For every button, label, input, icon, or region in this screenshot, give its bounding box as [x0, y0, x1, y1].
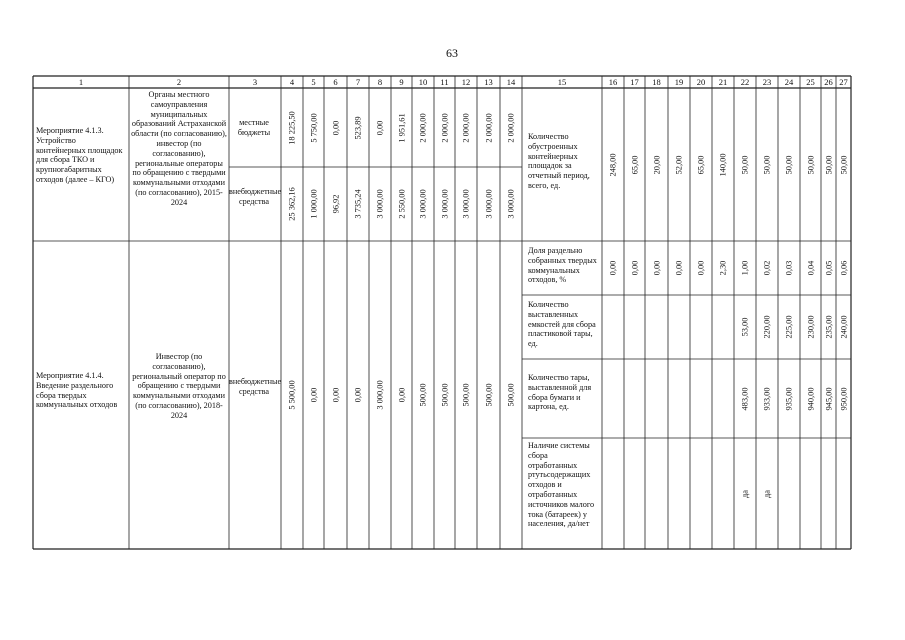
column-header-26: 26 — [824, 77, 833, 87]
ind-platforms-col-18: 20,00 — [652, 155, 661, 174]
ind-platforms-col-24: 50,00 — [784, 155, 794, 174]
finance-local-col-11: 2 000,00 — [440, 112, 449, 143]
finance-extra1-col-7: 3 735,24 — [353, 189, 363, 219]
finance-extra2-col-11: 500,00 — [440, 383, 449, 407]
ind-platforms-col-22: 50,00 — [740, 155, 750, 174]
indicator-plastic-containers: Количество выставленных емкостей для сбора пластиковой тары, ед. — [528, 300, 596, 349]
finance-extra1-col-12: 3 000,00 — [461, 189, 471, 219]
finance-extra2-col-5: 0,00 — [309, 387, 318, 403]
column-header-13: 13 — [484, 77, 493, 87]
ind1-col-20: 0,00 — [696, 260, 706, 276]
executor-4-1-3: Органы местного самоуправления муниципальных образований Астраханской области (по согласованию), инвестор (по согласованию), региональные операторы по обращению с твердыми коммунальными отходами (по согласованию), 2015-2024 — [131, 90, 227, 207]
ind1-col-24: 0,03 — [784, 260, 794, 276]
indicator-mercury-system: Наличие системы сбора отработанных ртутьсодержащих отходов и отработанных источников малого тока (батареек) у населения, да/нет — [528, 441, 595, 529]
source-extrabudget-2: внебюджетные средства — [229, 377, 282, 396]
finance-extra2-col-4: 5 500,00 — [287, 380, 297, 410]
column-header-17: 17 — [630, 77, 639, 87]
finance-extra2-col-14: 500,00 — [506, 383, 516, 407]
indicator-paper-containers: Количество тары, выставленной для сбора бумаги и картона, ед. — [528, 373, 592, 412]
measure-4-1-4: Мероприятие 4.1.4. Введение раздельного сбора твердых коммунальных отходов — [36, 371, 118, 410]
source-local-budgets: местные бюджеты — [237, 118, 271, 137]
column-header-23: 23 — [762, 77, 772, 87]
ind1-col-25: 0,04 — [806, 260, 815, 276]
ind1-col-23: 0,02 — [762, 260, 772, 276]
column-header-19: 19 — [674, 77, 684, 87]
ind2-col-23: 220,00 — [762, 315, 772, 339]
finance-local-col-6: 0,00 — [331, 120, 340, 135]
ind3-col-23: 933,00 — [762, 386, 772, 411]
finance-extra1-col-13: 3 000,00 — [484, 189, 493, 219]
column-header-25: 25 — [806, 77, 815, 87]
ind1-col-22: 1,00 — [740, 260, 750, 276]
column-header-12: 12 — [461, 77, 471, 87]
column-header-18: 18 — [652, 77, 661, 87]
ind4-col-23: да — [762, 489, 772, 498]
column-header-15: 15 — [557, 77, 567, 87]
finance-local-col-12: 2 000,00 — [461, 112, 471, 143]
finance-extra2-col-6: 0,00 — [331, 387, 340, 403]
column-header-7: 7 — [355, 77, 361, 87]
ind1-col-19: 0,00 — [674, 260, 684, 276]
indicator-platforms: Количество обустроенных контейнерных площадок за отчетный период, всего, ед. — [528, 132, 590, 190]
column-header-21: 21 — [718, 77, 728, 87]
column-header-22: 22 — [740, 77, 750, 87]
ind3-col-22: 483,00 — [740, 386, 750, 411]
measure-4-1-3: Мероприятие 4.1.3. Устройство контейнерных площадок для сбора ТКО и крупногабаритных отходов (далее – КГО) — [36, 126, 123, 184]
ind3-col-24: 935,00 — [784, 386, 794, 411]
executor-4-1-4: Инвестор (по согласованию), региональный оператор по обращению с твердыми коммунальными отходами (по согласованию), 2018-2024 — [132, 352, 226, 420]
ind1-col-26: 0,05 — [824, 260, 833, 276]
finance-local-col-9: 1 951,61 — [397, 112, 406, 143]
finance-extra1-col-10: 3 000,00 — [418, 189, 428, 219]
source-extrabudget-1: внебюджетные средства — [229, 187, 282, 206]
finance-extra2-col-7: 0,00 — [353, 387, 363, 403]
ind1-col-27: 0,06 — [839, 260, 848, 276]
ind1-col-17: 0,00 — [630, 260, 639, 276]
finance-extra1-col-4: 25 362,16 — [287, 187, 297, 221]
column-header-4: 4 — [289, 77, 295, 87]
ind-platforms-col-17: 65,00 — [630, 155, 639, 174]
ind2-col-22: 53,00 — [740, 317, 750, 337]
finance-extra2-col-8: 3 000,00 — [375, 380, 385, 410]
ind1-col-18: 0,00 — [652, 260, 661, 276]
ind-platforms-col-25: 50,00 — [806, 155, 815, 174]
column-header-3: 3 — [252, 77, 258, 87]
column-header-27: 27 — [839, 77, 848, 87]
finance-local-col-14: 2 000,00 — [506, 112, 516, 143]
finance-local-col-10: 2 000,00 — [418, 112, 428, 143]
ind-platforms-col-26: 50,00 — [824, 155, 833, 174]
finance-local-col-4: 18 225,50 — [287, 110, 297, 145]
ind-platforms-col-19: 52,00 — [674, 155, 684, 174]
ind-platforms-col-16: 248,00 — [608, 152, 618, 177]
column-header-24: 24 — [784, 77, 794, 87]
indicator-share-separate: Доля раздельно собранных твердых коммунальных отходов, % — [528, 246, 597, 285]
ind4-col-22: да — [740, 489, 750, 498]
ind2-col-25: 230,00 — [806, 315, 815, 339]
finance-extra2-col-9: 0,00 — [397, 387, 406, 403]
column-header-8: 8 — [377, 77, 383, 87]
ind1-col-21: 2,30 — [718, 260, 728, 276]
finance-local-col-7: 523,89 — [353, 115, 363, 140]
finance-extra1-col-14: 3 000,00 — [506, 189, 516, 219]
ind-platforms-col-21: 140,00 — [718, 152, 728, 177]
finance-extra1-col-9: 2 550,00 — [397, 189, 406, 219]
ind3-col-26: 945,00 — [824, 386, 833, 411]
finance-local-col-8: 0,00 — [375, 120, 385, 135]
finance-extra2-col-12: 500,00 — [461, 383, 471, 407]
finance-extra1-col-6: 96,92 — [331, 194, 340, 214]
ind-platforms-col-27: 50,00 — [839, 155, 848, 174]
column-header-1: 1 — [78, 77, 84, 87]
ind2-col-26: 235,00 — [824, 315, 833, 339]
ind2-col-27: 240,00 — [839, 315, 848, 339]
finance-local-col-5: 5 750,00 — [309, 112, 318, 143]
column-header-16: 16 — [608, 77, 618, 87]
finance-extra1-col-11: 3 000,00 — [440, 189, 449, 219]
ind-platforms-col-20: 65,00 — [696, 155, 706, 174]
column-header-20: 20 — [696, 77, 706, 87]
ind-platforms-col-23: 50,00 — [762, 155, 772, 174]
finance-local-col-13: 2 000,00 — [484, 112, 493, 143]
finance-extra1-col-8: 3 000,00 — [375, 189, 385, 219]
column-header-10: 10 — [418, 77, 428, 87]
finance-extra2-col-13: 500,00 — [484, 383, 493, 407]
finance-extra1-col-5: 1 000,00 — [309, 189, 318, 219]
column-header-9: 9 — [399, 77, 404, 87]
column-header-6: 6 — [333, 77, 338, 87]
ind3-col-25: 940,00 — [806, 386, 815, 411]
ind3-col-27: 950,00 — [839, 386, 848, 411]
page-number: 63 — [446, 46, 458, 60]
column-header-11: 11 — [440, 77, 449, 87]
column-header-14: 14 — [506, 77, 516, 87]
ind1-col-16: 0,00 — [608, 260, 618, 276]
column-header-5: 5 — [311, 77, 316, 87]
finance-extra2-col-10: 500,00 — [418, 383, 428, 407]
ind2-col-24: 225,00 — [784, 315, 794, 339]
column-header-2: 2 — [176, 77, 182, 87]
